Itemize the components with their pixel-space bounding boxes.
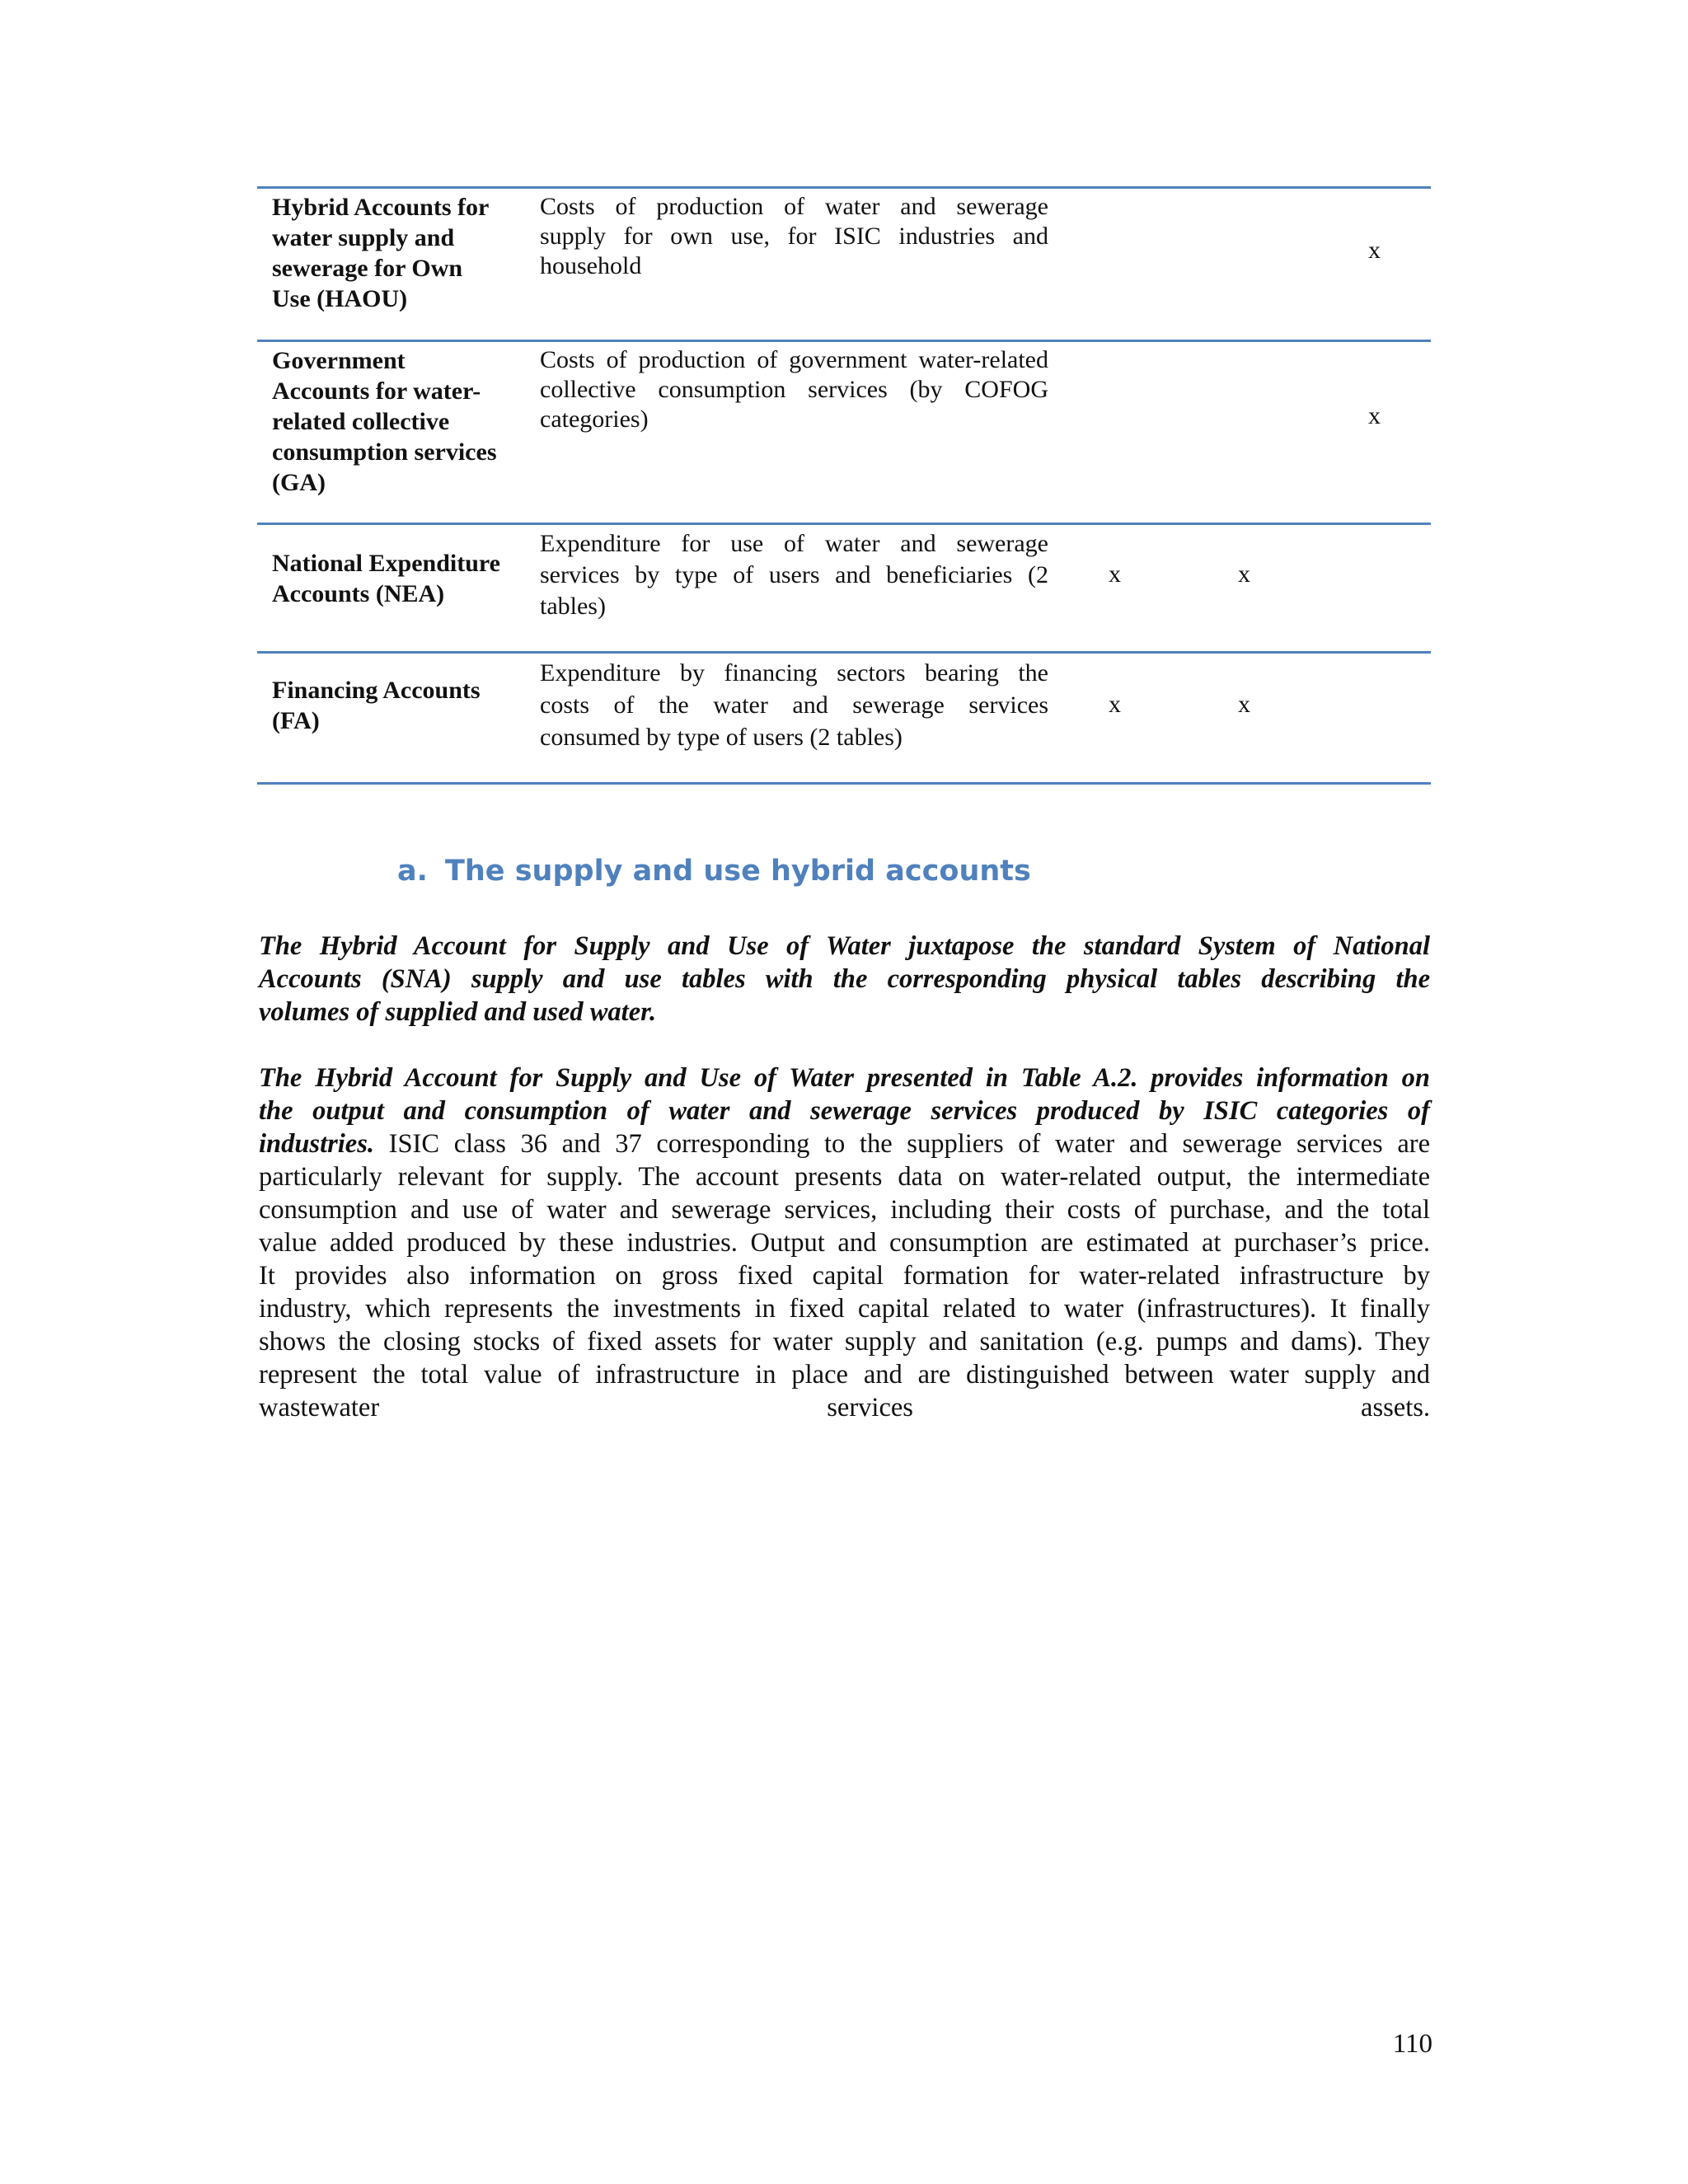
table-row — [257, 523, 1431, 651]
account-name-line: Hybrid Accounts for — [272, 194, 490, 221]
account-name-line: Government — [272, 347, 406, 374]
description-line: Expenditure by financing sectors bearing the — [540, 659, 1048, 687]
account-name-line: Use (HAOU) — [272, 285, 408, 312]
table-mark: x — [1368, 237, 1381, 264]
paragraph-line: particularly relevant for supply. The account presents data on water-related output, the intermediate — [259, 1162, 1430, 1192]
account-name-line: Accounts (NEA) — [272, 580, 445, 607]
table-mark: x — [1238, 560, 1250, 588]
paragraph-line — [259, 1127, 1430, 1160]
body-paragraph — [259, 1062, 1430, 1424]
account-name-line: Accounts for water- — [272, 377, 481, 405]
paragraph-line: It provides also information on gross fixed capital formation for water-related infrastructure by — [259, 1261, 1430, 1291]
account-name — [272, 548, 519, 609]
paragraph-line: consumption and use of water and sewerage services, including their costs of purchase, and the total — [259, 1195, 1430, 1225]
account-name-line: Financing Accounts — [272, 677, 481, 704]
paragraph-line: value added produced by these industries. Output and consumption are estimated at purchaser’s price. — [259, 1228, 1430, 1258]
table-row — [257, 340, 1431, 523]
account-name-line: National Expenditure — [272, 550, 500, 577]
description-line: consumed by type of users (2 tables) — [540, 724, 903, 751]
intro-paragraph — [259, 930, 1430, 1029]
accounts-table — [257, 186, 1431, 785]
section-title: The supply and use hybrid accounts — [445, 855, 1031, 888]
account-description — [540, 192, 1048, 281]
description-line: household — [540, 252, 642, 279]
paragraph-line: Accounts (SNA) supply and use tables with the corresponding physical tables describing the — [259, 964, 1430, 994]
paragraph-line: wastewater services assets. — [259, 1393, 1430, 1422]
paragraph-line: The Hybrid Account for Supply and Use of Water juxtapose the standard System of National — [259, 931, 1430, 961]
description-line: supply for own use, for ISIC industries and — [540, 223, 1048, 250]
description-line: collective consumption services (by COFOG — [540, 376, 1048, 403]
account-description — [540, 528, 1048, 622]
description-line: Costs of production of water and sewerage — [540, 193, 1048, 220]
account-name-line: consumption services — [272, 438, 497, 466]
table-mark: x — [1109, 560, 1121, 588]
paragraph-line: the output and consumption of water and sewerage services produced by ISIC categories of — [259, 1096, 1430, 1126]
description-line: categories) — [540, 405, 649, 433]
bold-lead: industries. — [259, 1129, 374, 1159]
account-name-line: water supply and — [272, 224, 455, 251]
description-line: Costs of production of government water-related — [540, 346, 1048, 373]
account-description — [540, 657, 1048, 753]
table-mark: x — [1238, 691, 1250, 718]
account-name — [272, 345, 519, 498]
paragraph-line: shows the closing stocks of fixed assets for water supply and sanitation (e.g. pumps and dams). They — [259, 1327, 1430, 1357]
account-name-line: (GA) — [272, 469, 326, 496]
account-name-line: (FA) — [272, 707, 320, 734]
line-rest: ISIC class 36 and 37 corresponding to the suppliers of water and sewerage services are — [373, 1129, 1430, 1159]
paragraph-line: represent the total value of infrastructure in place and are distinguished between water supply and — [259, 1360, 1430, 1390]
table-row — [257, 651, 1431, 785]
paragraph-line: industry, which represents the investments in fixed capital related to water (infrastructures). It finally — [259, 1294, 1430, 1324]
paragraph-line: The Hybrid Account for Supply and Use of Water presented in Table A.2. provides information on — [259, 1063, 1430, 1093]
account-name — [272, 192, 519, 314]
account-name — [272, 675, 519, 736]
description-line: tables) — [540, 593, 606, 620]
account-description — [540, 345, 1048, 434]
table-mark: x — [1368, 402, 1381, 429]
table-mark: x — [1109, 691, 1121, 718]
account-name-line: related collective — [272, 408, 450, 435]
section-number: a. — [397, 855, 428, 888]
table-row — [257, 186, 1431, 340]
section-heading — [397, 853, 1031, 889]
description-line: Expenditure for use of water and sewerage — [540, 530, 1048, 557]
account-name-line: sewerage for Own — [272, 255, 463, 282]
description-line: costs of the water and sewerage services — [540, 691, 1048, 719]
page-number: 110 — [1392, 2029, 1432, 2059]
paragraph-line: volumes of supplied and used water. — [259, 997, 657, 1027]
description-line: services by type of users and beneficiaries (2 — [540, 561, 1048, 588]
